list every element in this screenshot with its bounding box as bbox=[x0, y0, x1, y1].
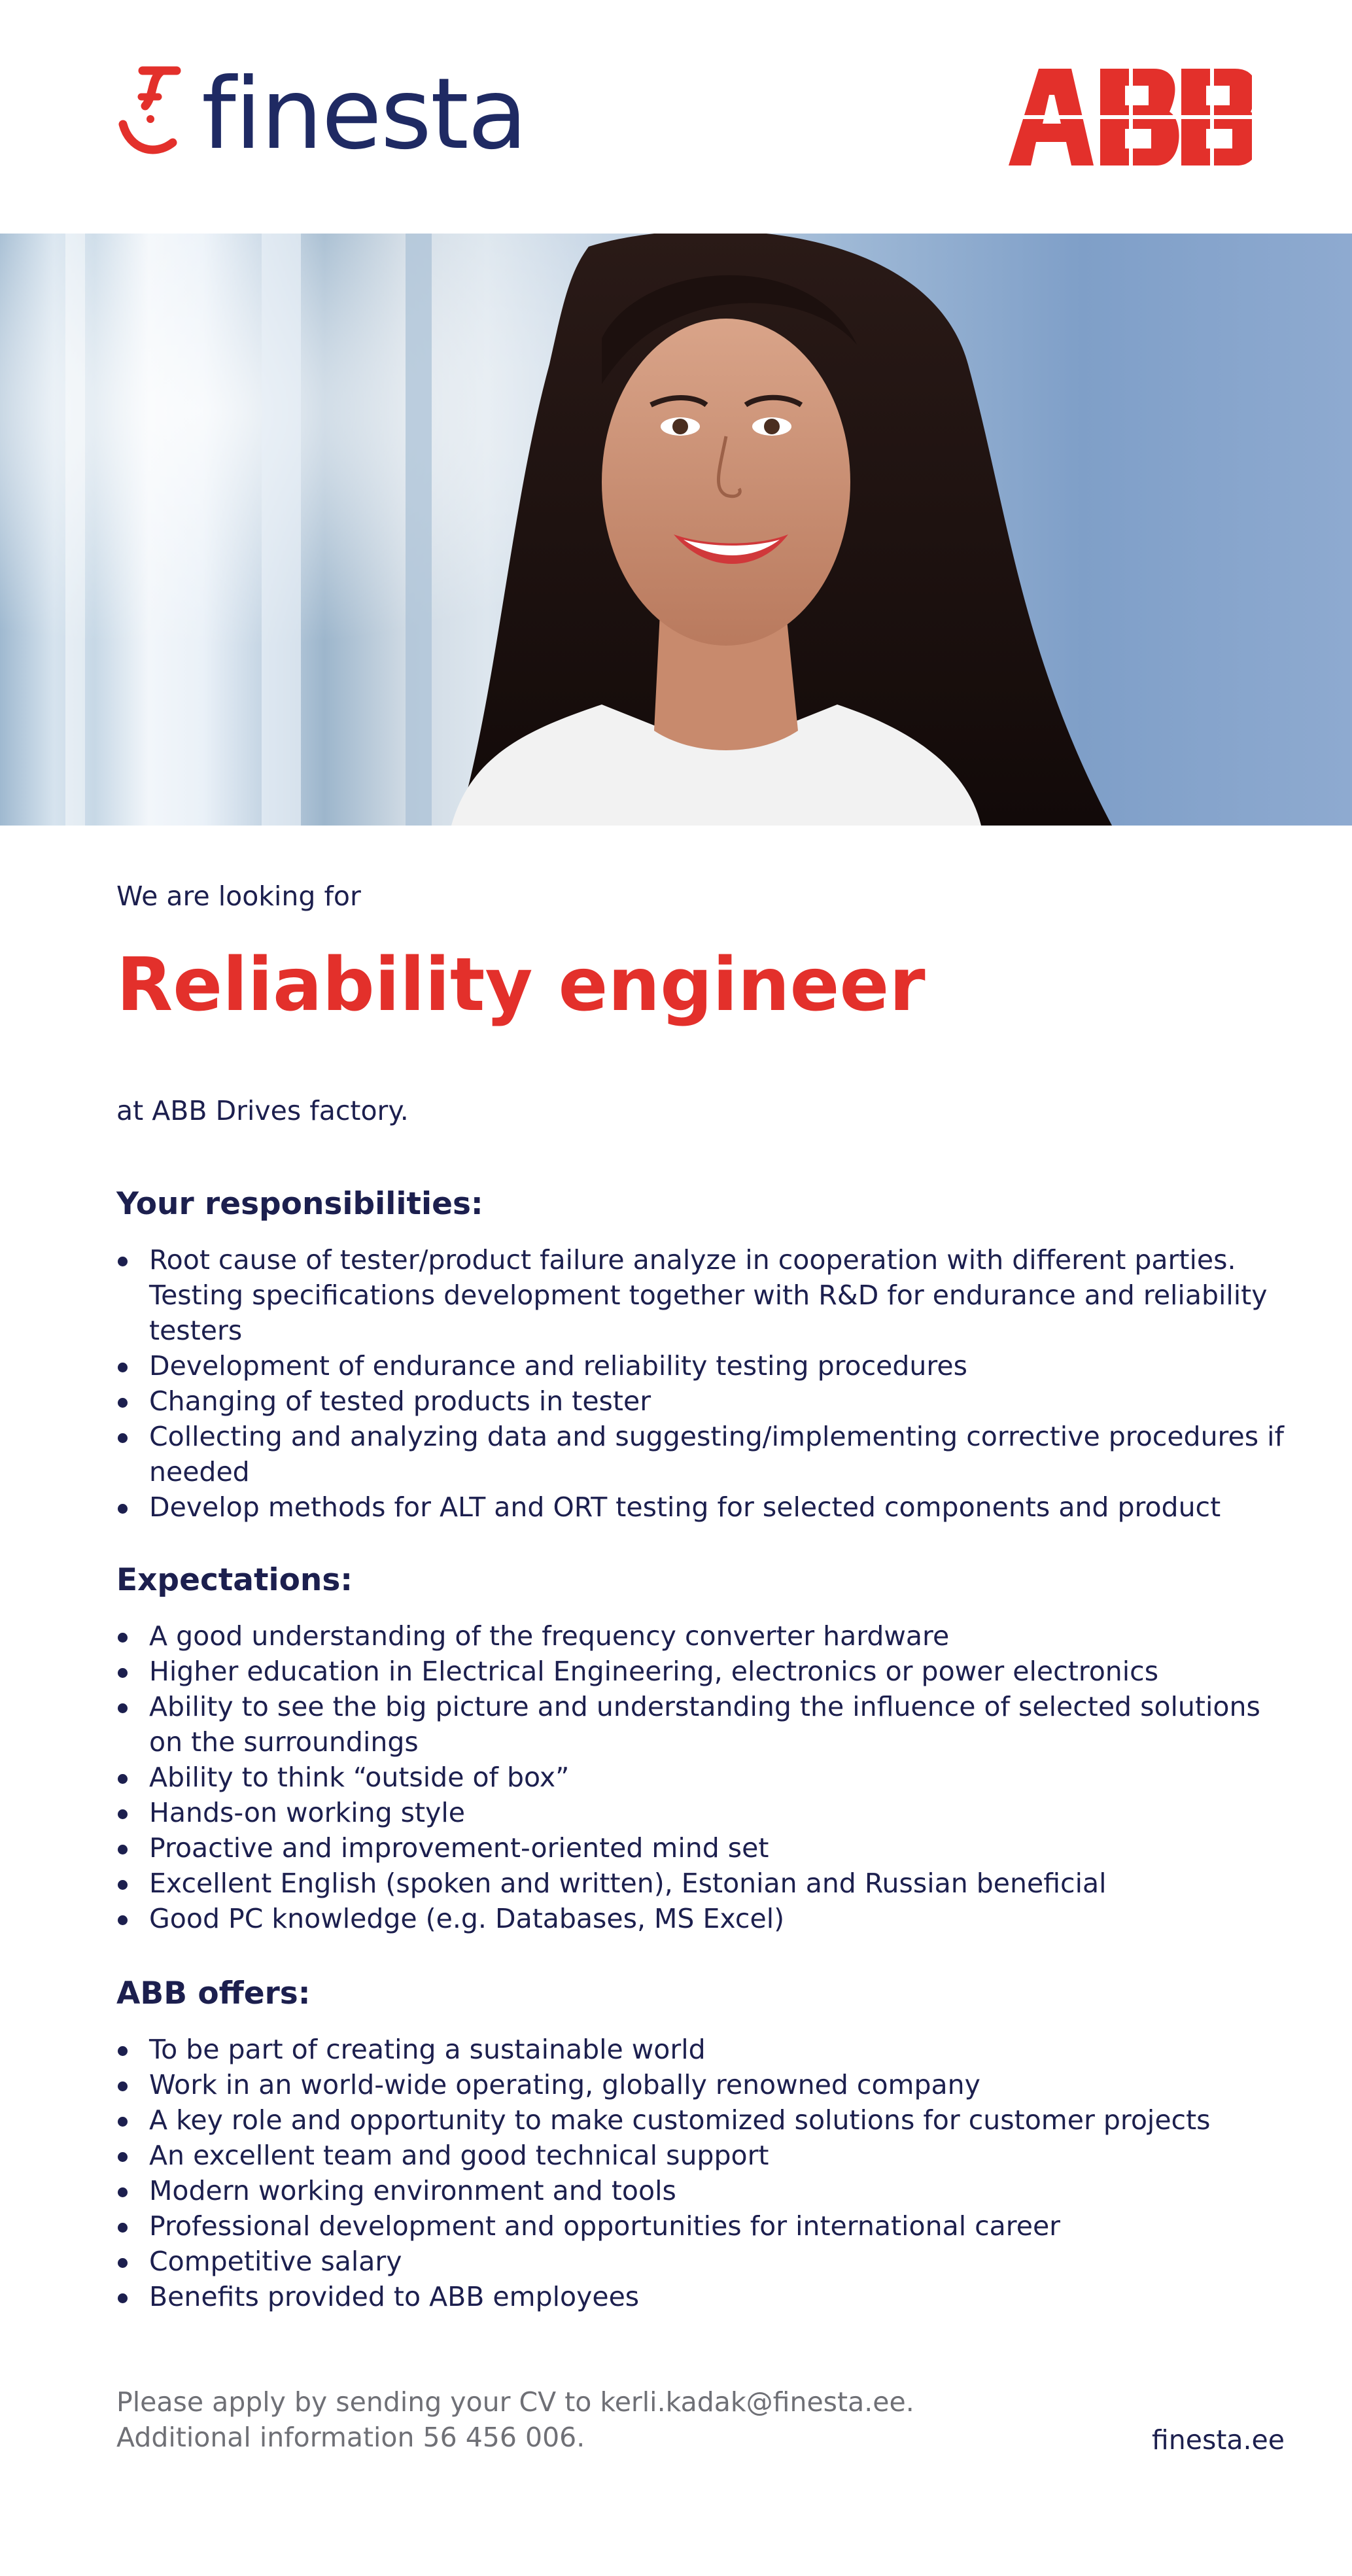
finesta-mark-icon bbox=[116, 65, 183, 164]
offers-section bbox=[116, 1977, 1300, 2314]
expectations-section bbox=[116, 1563, 1300, 1936]
list-item: Collecting and analyzing data and suggesting/implementing corrective procedures if needed bbox=[116, 1419, 1300, 1489]
offers-title: ABB offers: bbox=[116, 1976, 311, 2011]
list-item: Work in an world-wide operating, globally renowned company bbox=[116, 2067, 1300, 2102]
responsibilities-section bbox=[116, 1187, 1300, 1525]
offers-list bbox=[116, 2032, 1300, 2314]
abb-logo bbox=[1009, 69, 1252, 165]
list-item: A good understanding of the frequency converter hardware bbox=[116, 1618, 1300, 1654]
job-title: Reliability engineer bbox=[116, 943, 926, 1028]
finesta-logo bbox=[116, 58, 548, 171]
portrait-photo-icon bbox=[0, 234, 1352, 826]
list-item: Development of endurance and reliability testing procedures bbox=[116, 1348, 1300, 1384]
list-item: Benefits provided to ABB employees bbox=[116, 2279, 1300, 2314]
apply-email-line[interactable]: Please apply by sending your CV to kerli.kadak@finesta.ee. bbox=[116, 2386, 914, 2418]
list-item: Competitive salary bbox=[116, 2244, 1300, 2279]
hero-photo bbox=[0, 234, 1352, 826]
job-location: at ABB Drives factory. bbox=[116, 1095, 409, 1126]
list-item: Excellent English (spoken and written), Estonian and Russian beneficial bbox=[116, 1866, 1300, 1901]
responsibilities-title: Your responsibilities: bbox=[116, 1186, 483, 1222]
list-item: Professional development and opportunities for international career bbox=[116, 2208, 1300, 2244]
list-item: Proactive and improvement-oriented mind set bbox=[116, 1830, 1300, 1866]
apply-info bbox=[116, 2384, 914, 2455]
list-item: Changing of tested products in tester bbox=[116, 1384, 1300, 1419]
list-item: Higher education in Electrical Engineering, electronics or power electronics bbox=[116, 1654, 1300, 1689]
finesta-wordmark: finesta bbox=[201, 58, 527, 171]
header bbox=[0, 0, 1352, 234]
list-item: Ability to see the big picture and understanding the influence of selected solutions on the surroundings bbox=[116, 1689, 1300, 1760]
list-item: Modern working environment and tools bbox=[116, 2173, 1300, 2208]
expectations-title: Expectations: bbox=[116, 1562, 353, 1598]
expectations-list bbox=[116, 1618, 1300, 1936]
list-item: To be part of creating a sustainable world bbox=[116, 2032, 1300, 2067]
list-item: Develop methods for ALT and ORT testing for selected components and product bbox=[116, 1489, 1300, 1525]
intro-text: We are looking for bbox=[116, 880, 361, 912]
list-item: Root cause of tester/product failure analyze in cooperation with different parties. Testing specifications development together with R&D for endurance and reliability testers bbox=[116, 1242, 1300, 1348]
list-item: A key role and opportunity to make customized solutions for customer projects bbox=[116, 2102, 1300, 2138]
apply-phone-line: Additional information 56 456 006. bbox=[116, 2422, 585, 2453]
responsibilities-list bbox=[116, 1242, 1300, 1525]
list-item: An excellent team and good technical support bbox=[116, 2138, 1300, 2173]
website-link[interactable]: finesta.ee bbox=[1151, 2424, 1285, 2456]
list-item: Hands-on working style bbox=[116, 1795, 1300, 1830]
list-item: Ability to think “outside of box” bbox=[116, 1760, 1300, 1795]
list-item: Good PC knowledge (e.g. Databases, MS Excel) bbox=[116, 1901, 1300, 1936]
